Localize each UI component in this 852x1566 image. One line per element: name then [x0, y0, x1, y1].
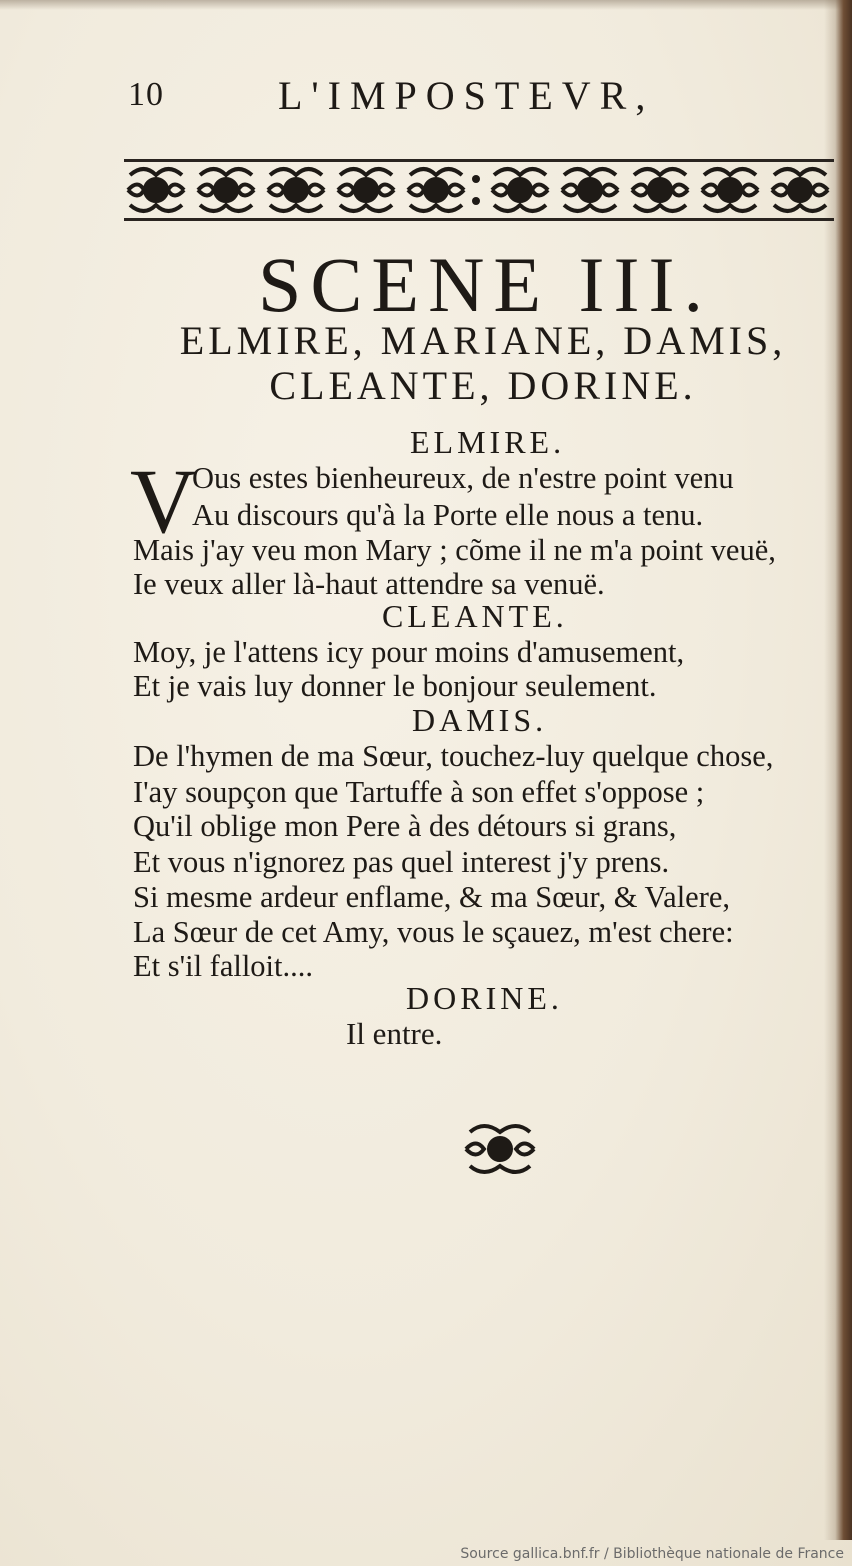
scene-characters	[126, 318, 840, 408]
drop-capital: V	[130, 450, 197, 552]
source-credit: Source gallica.bnf.fr / Bibliothèque nationale de France	[460, 1546, 844, 1562]
verse-line: Ie veux aller là-haut attendre sa venuë.	[133, 567, 605, 601]
speaker-elmire: ELMIRE.	[410, 424, 566, 460]
page-gutter-shadow	[824, 0, 852, 1540]
verse-line: Et je vais luy donner le bonjour seulement.	[133, 669, 657, 703]
running-head	[128, 72, 708, 122]
fleuron-icon	[462, 1118, 538, 1180]
characters-line-2: CLEANTE, DORINE.	[269, 363, 697, 408]
verse-line: Qu'il oblige mon Pere à des détours si grans,	[133, 809, 677, 843]
running-title: L'IMPOSTEVR,	[278, 73, 655, 118]
speaker-damis: DAMIS.	[412, 702, 548, 738]
verse-line: Ous estes bienheureux, de n'estre point venu	[192, 461, 734, 495]
verse-line: La Sœur de cet Amy, vous le sçauez, m'est chere:	[133, 915, 734, 949]
verse-line: Et s'il falloit....	[133, 949, 314, 983]
verse-line: Mais j'ay veu mon Mary ; cõme il ne m'a point veuë,	[133, 533, 776, 567]
verse-line: I'ay soupçon que Tartuffe à son effet s'oppose ;	[133, 775, 705, 809]
verse-line: Si mesme ardeur enflame, & ma Sœur, & Valere,	[133, 880, 731, 914]
page-top-shadow	[0, 0, 852, 10]
verse-line: Moy, je l'attens icy pour moins d'amusement,	[133, 635, 685, 669]
verse-line: Et vous n'ignorez pas quel interest j'y prens.	[133, 845, 670, 879]
verse-line: Au discours qu'à la Porte elle nous a tenu.	[192, 498, 704, 532]
floral-ornament-band-icon	[124, 155, 834, 225]
speaker-dorine: DORINE.	[406, 980, 563, 1016]
verse-line: De l'hymen de ma Sœur, touchez-luy quelque chose,	[133, 739, 774, 773]
characters-line-1: ELMIRE, MARIANE, DAMIS,	[179, 318, 787, 363]
verse-line: Il entre.	[346, 1016, 443, 1051]
scene-title: SCENE III.	[258, 241, 712, 328]
speaker-cleante: CLEANTE.	[382, 598, 568, 634]
page-number: 10	[128, 76, 164, 113]
